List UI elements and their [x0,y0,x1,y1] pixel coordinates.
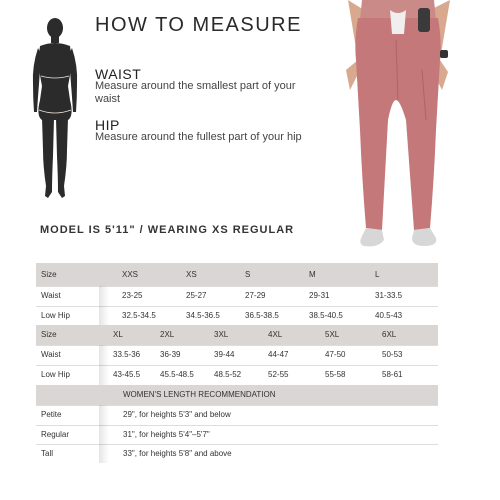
length-header-row [36,385,438,406]
table-cell: 55-58 [325,370,346,379]
size-3xl: 3XL [214,330,229,339]
length-text: 33", for heights 5'8" and above [123,449,232,458]
size-xxs: XXS [122,270,139,279]
model-pants-photo [318,0,478,250]
length-row-regular [36,425,438,445]
table2-size-label: Size [41,330,57,339]
table-cell: 36.5-38.5 [245,311,279,320]
size-xs: XS [186,270,197,279]
table-cell: 25-27 [186,291,207,300]
table-cell: 48.5-52 [214,370,242,379]
table-cell: 32.5-34.5 [122,311,156,320]
hip-label: Low Hip [41,311,70,320]
table-cell: 47-50 [325,350,346,359]
page-title: HOW TO MEASURE [95,14,302,36]
table-cell: 52-55 [268,370,289,379]
table2-hip-row [36,365,438,386]
table-cell: 38.5-40.5 [309,311,343,320]
length-text: 31", for heights 5'4"–5'7" [123,430,210,439]
length-row-petite [36,405,438,426]
waist-label: Waist [41,291,61,300]
length-text: 29", for heights 5'3" and below [123,410,231,419]
table1-hip-row [36,306,438,326]
table1-size-label: Size [41,270,57,279]
size-4xl: 4XL [268,330,283,339]
table-cell: 43-45.5 [113,370,141,379]
size-s: S [245,270,251,279]
size-m: M [309,270,316,279]
table-cell: 23-25 [122,291,143,300]
length-label: Regular [41,430,70,439]
table1-header-row [36,263,438,287]
size-5xl: 5XL [325,330,340,339]
size-xl: XL [113,330,123,339]
table-cell: 31-33.5 [375,291,403,300]
length-title: WOMEN'S LENGTH RECOMMENDATION [123,390,276,399]
hip-title: HIP [95,117,120,133]
table-cell: 39-44 [214,350,235,359]
table-cell: 58-61 [382,370,403,379]
table2-waist-row [36,345,438,366]
table-cell: 29-31 [309,291,330,300]
length-label: Tall [41,449,54,458]
table-cell: 45.5-48.5 [160,370,194,379]
table-cell: 36-39 [160,350,181,359]
length-row-tall [36,444,438,463]
size-chart-table [36,263,438,463]
table2-header-row [36,325,438,346]
table-cell: 27-29 [245,291,266,300]
length-label: Petite [41,410,62,419]
hip-label: Low Hip [41,370,70,379]
table-cell: 50-53 [382,350,403,359]
size-2xl: 2XL [160,330,175,339]
waist-label: Waist [41,350,61,359]
model-note: MODEL IS 5'11" / WEARING XS REGULAR [40,224,295,236]
size-6xl: 6XL [382,330,397,339]
table-cell: 34.5-36.5 [186,311,220,320]
size-l: L [375,270,380,279]
waist-title: WAIST [95,66,142,82]
table-cell: 33.5-36 [113,350,141,359]
hip-description: Measure around the fullest part of your hip [95,131,302,143]
table-cell: 40.5-43 [375,311,403,320]
table1-waist-row [36,286,438,307]
waist-description: Measure around the smallest part of your waist [95,80,296,105]
table-cell: 44-47 [268,350,289,359]
body-silhouette-icon [28,16,82,202]
